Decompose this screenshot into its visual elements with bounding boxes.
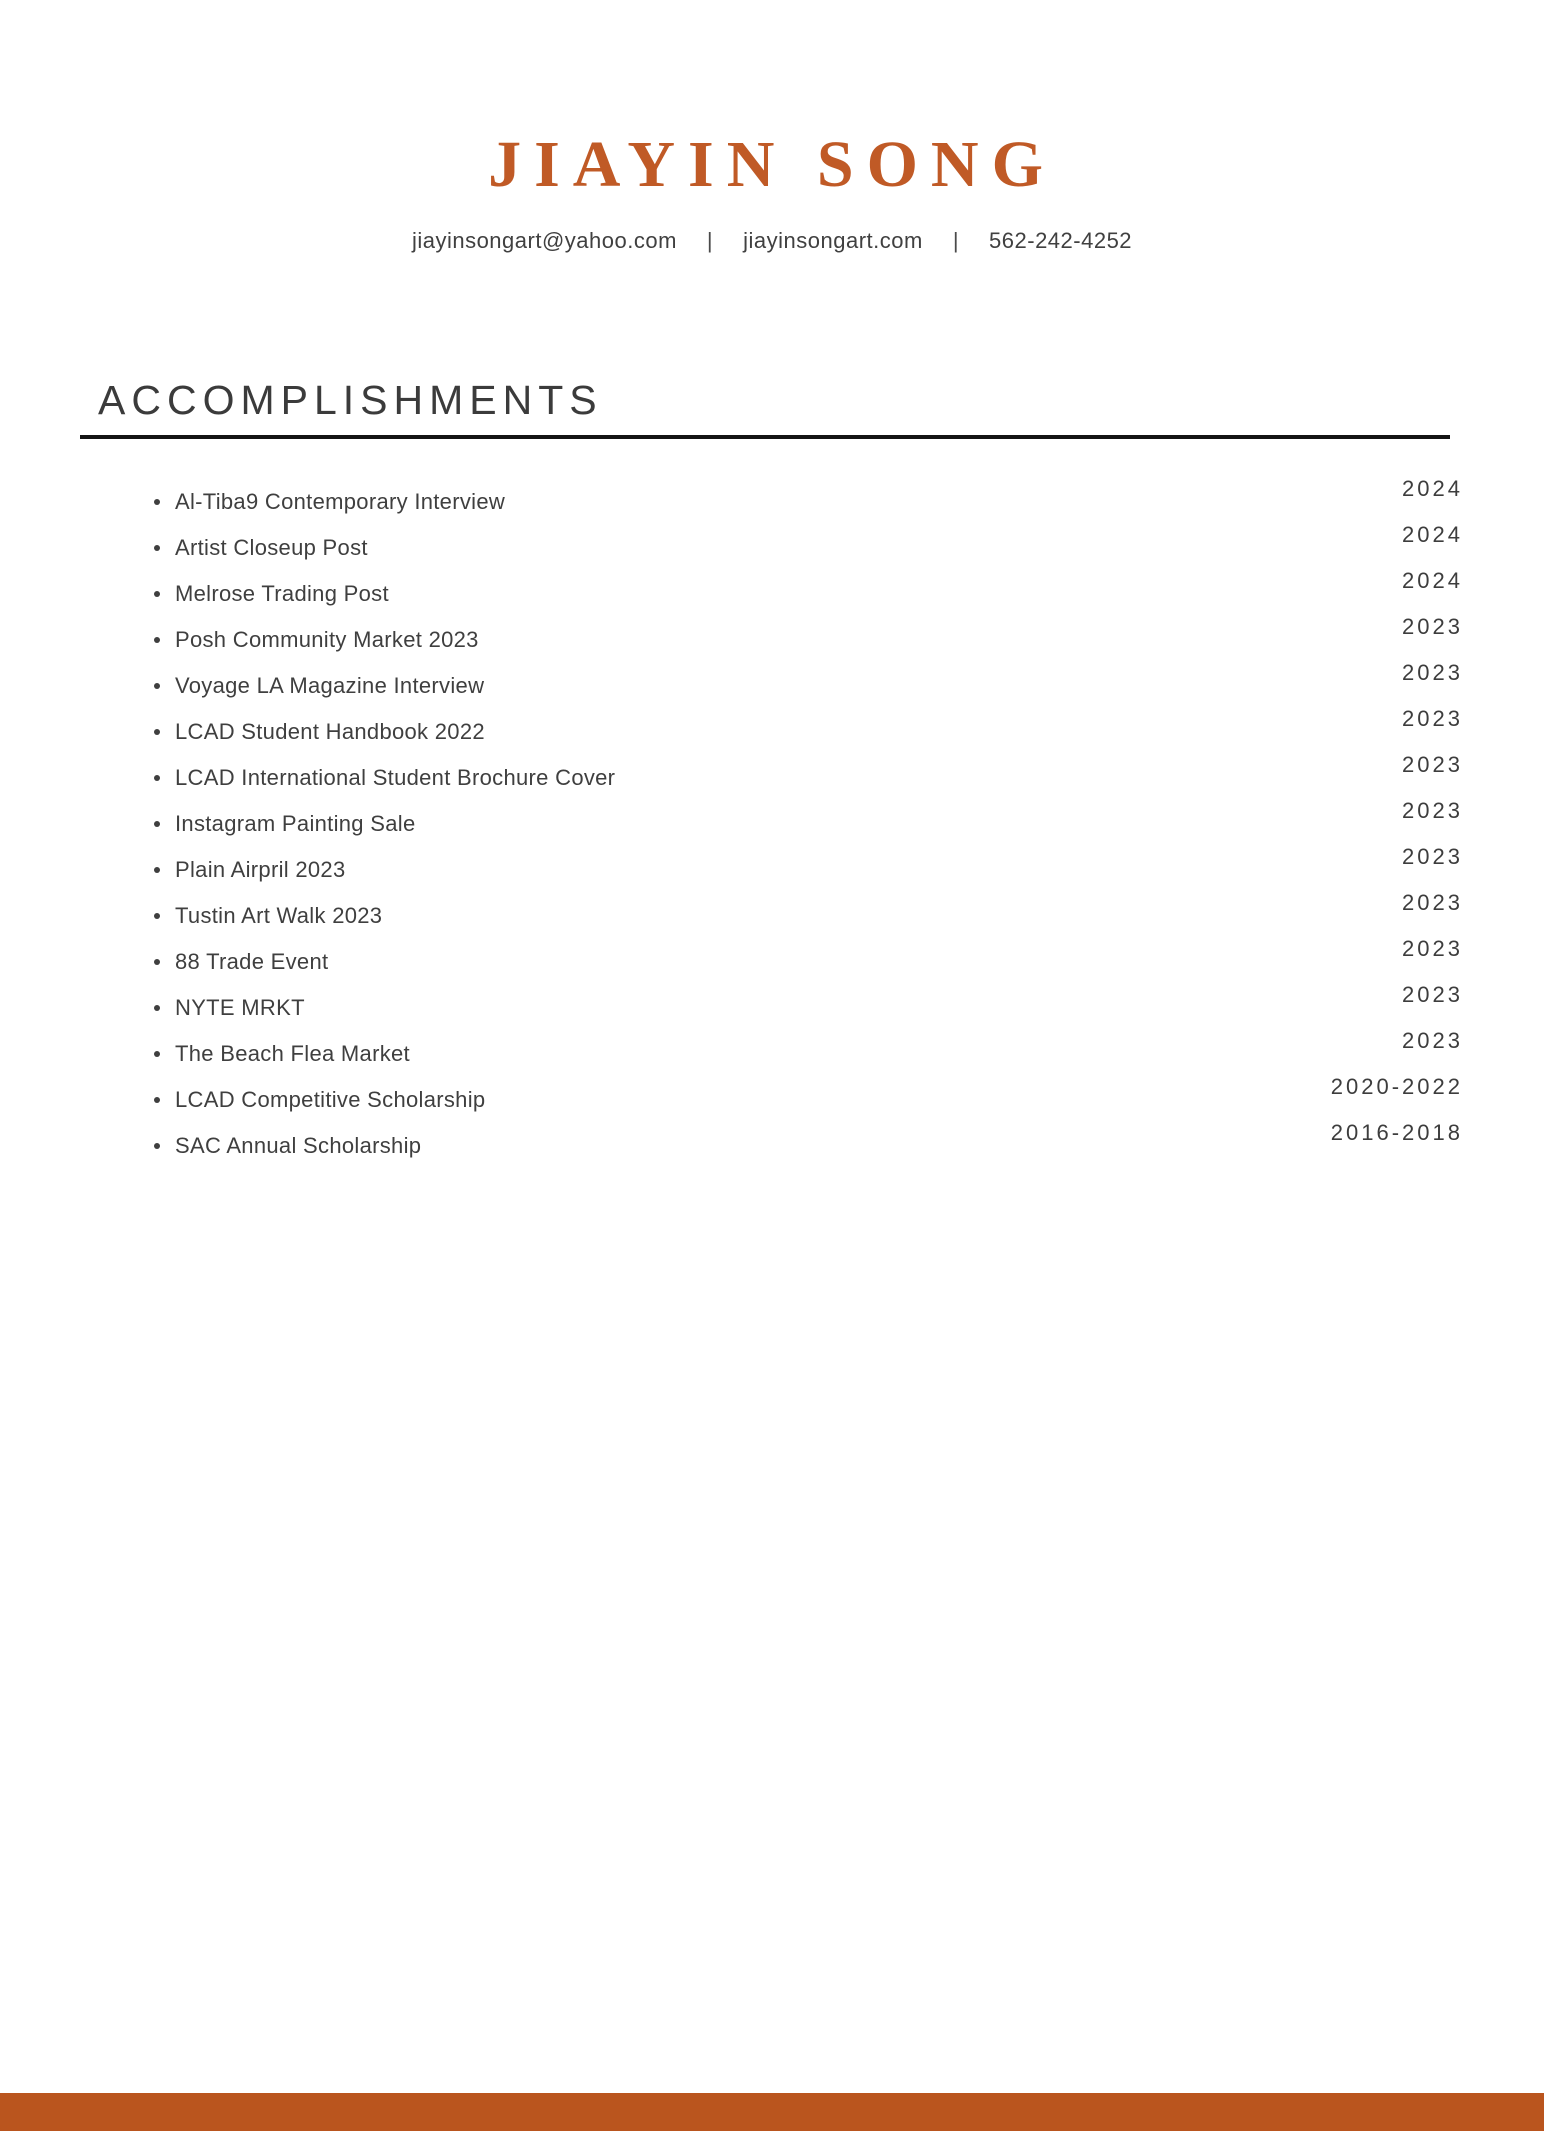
accomplishments-section bbox=[80, 377, 1464, 1169]
item-label: LCAD Competitive Scholarship bbox=[175, 1087, 486, 1112]
bullet-icon bbox=[154, 729, 160, 735]
list-item bbox=[80, 982, 1463, 1031]
bullet-icon bbox=[154, 1005, 160, 1011]
item-label: Tustin Art Walk 2023 bbox=[175, 903, 383, 928]
bullet-icon bbox=[154, 959, 160, 965]
list-item bbox=[80, 568, 1463, 617]
item-label: 88 Trade Event bbox=[175, 949, 329, 974]
bullet-icon bbox=[154, 591, 160, 597]
contact-email: jiayinsongart@yahoo.com bbox=[411, 228, 677, 253]
item-label: Plain Airpril 2023 bbox=[175, 857, 346, 882]
item-year: 2023 bbox=[1402, 614, 1463, 639]
item-year: 2023 bbox=[1402, 660, 1463, 685]
item-year: 2023 bbox=[1402, 798, 1463, 823]
contact-phone: 562-242-4252 bbox=[989, 228, 1133, 253]
item-label: Instagram Painting Sale bbox=[175, 811, 416, 836]
bullet-icon bbox=[154, 867, 160, 873]
list-item bbox=[80, 660, 1463, 709]
list-item bbox=[80, 844, 1463, 893]
contact-website: jiayinsongart.com bbox=[743, 228, 923, 253]
item-label: Artist Closeup Post bbox=[175, 535, 368, 560]
section-title: ACCOMPLISHMENTS bbox=[98, 377, 603, 423]
item-label: The Beach Flea Market bbox=[175, 1041, 410, 1066]
resume-page bbox=[0, 128, 1544, 2131]
item-year: 2024 bbox=[1402, 522, 1463, 547]
bullet-icon bbox=[154, 637, 160, 643]
list-item bbox=[80, 1028, 1463, 1077]
bullet-icon bbox=[154, 821, 160, 827]
item-label: Melrose Trading Post bbox=[175, 581, 389, 606]
list-item bbox=[80, 1074, 1463, 1123]
contact-line bbox=[0, 228, 1544, 254]
bullet-icon bbox=[154, 775, 160, 781]
item-year: 2023 bbox=[1402, 890, 1463, 915]
list-item bbox=[80, 476, 1463, 525]
bullet-icon bbox=[154, 913, 160, 919]
bullet-icon bbox=[154, 1051, 160, 1057]
item-year: 2020-2022 bbox=[1330, 1074, 1463, 1099]
item-label: LCAD International Student Brochure Cover bbox=[175, 765, 616, 790]
item-year: 2023 bbox=[1402, 844, 1463, 869]
item-year: 2024 bbox=[1402, 568, 1463, 593]
item-label: SAC Annual Scholarship bbox=[175, 1133, 422, 1158]
contact-separator: | bbox=[952, 228, 960, 253]
item-label: Voyage LA Magazine Interview bbox=[175, 673, 485, 698]
section-rule-divider bbox=[80, 435, 1450, 439]
bullet-icon bbox=[154, 499, 160, 505]
item-year: 2023 bbox=[1402, 752, 1463, 777]
list-item bbox=[80, 936, 1463, 985]
accomplishments-list bbox=[80, 476, 1464, 1169]
item-label: NYTE MRKT bbox=[175, 995, 305, 1020]
bullet-icon bbox=[154, 683, 160, 689]
list-item bbox=[80, 1120, 1463, 1169]
item-label: Posh Community Market 2023 bbox=[175, 627, 479, 652]
item-year: 2016-2018 bbox=[1330, 1120, 1463, 1145]
item-year: 2023 bbox=[1402, 982, 1463, 1007]
item-year: 2023 bbox=[1402, 706, 1463, 731]
item-label: LCAD Student Handbook 2022 bbox=[175, 719, 485, 744]
list-item bbox=[80, 706, 1463, 755]
item-year: 2024 bbox=[1402, 476, 1463, 501]
bullet-icon bbox=[154, 545, 160, 551]
list-item bbox=[80, 522, 1463, 571]
item-year: 2023 bbox=[1402, 936, 1463, 961]
bullet-icon bbox=[154, 1097, 160, 1103]
bullet-icon bbox=[154, 1143, 160, 1149]
item-label: Al-Tiba9 Contemporary Interview bbox=[175, 489, 506, 514]
contact-separator: | bbox=[706, 228, 714, 253]
list-item bbox=[80, 752, 1463, 801]
list-item bbox=[80, 890, 1463, 939]
item-year: 2023 bbox=[1402, 1028, 1463, 1053]
page-title: JIAYIN SONG bbox=[488, 128, 1056, 201]
footer-accent-bar bbox=[0, 2093, 1544, 2131]
list-item bbox=[80, 614, 1463, 663]
list-item bbox=[80, 798, 1463, 847]
